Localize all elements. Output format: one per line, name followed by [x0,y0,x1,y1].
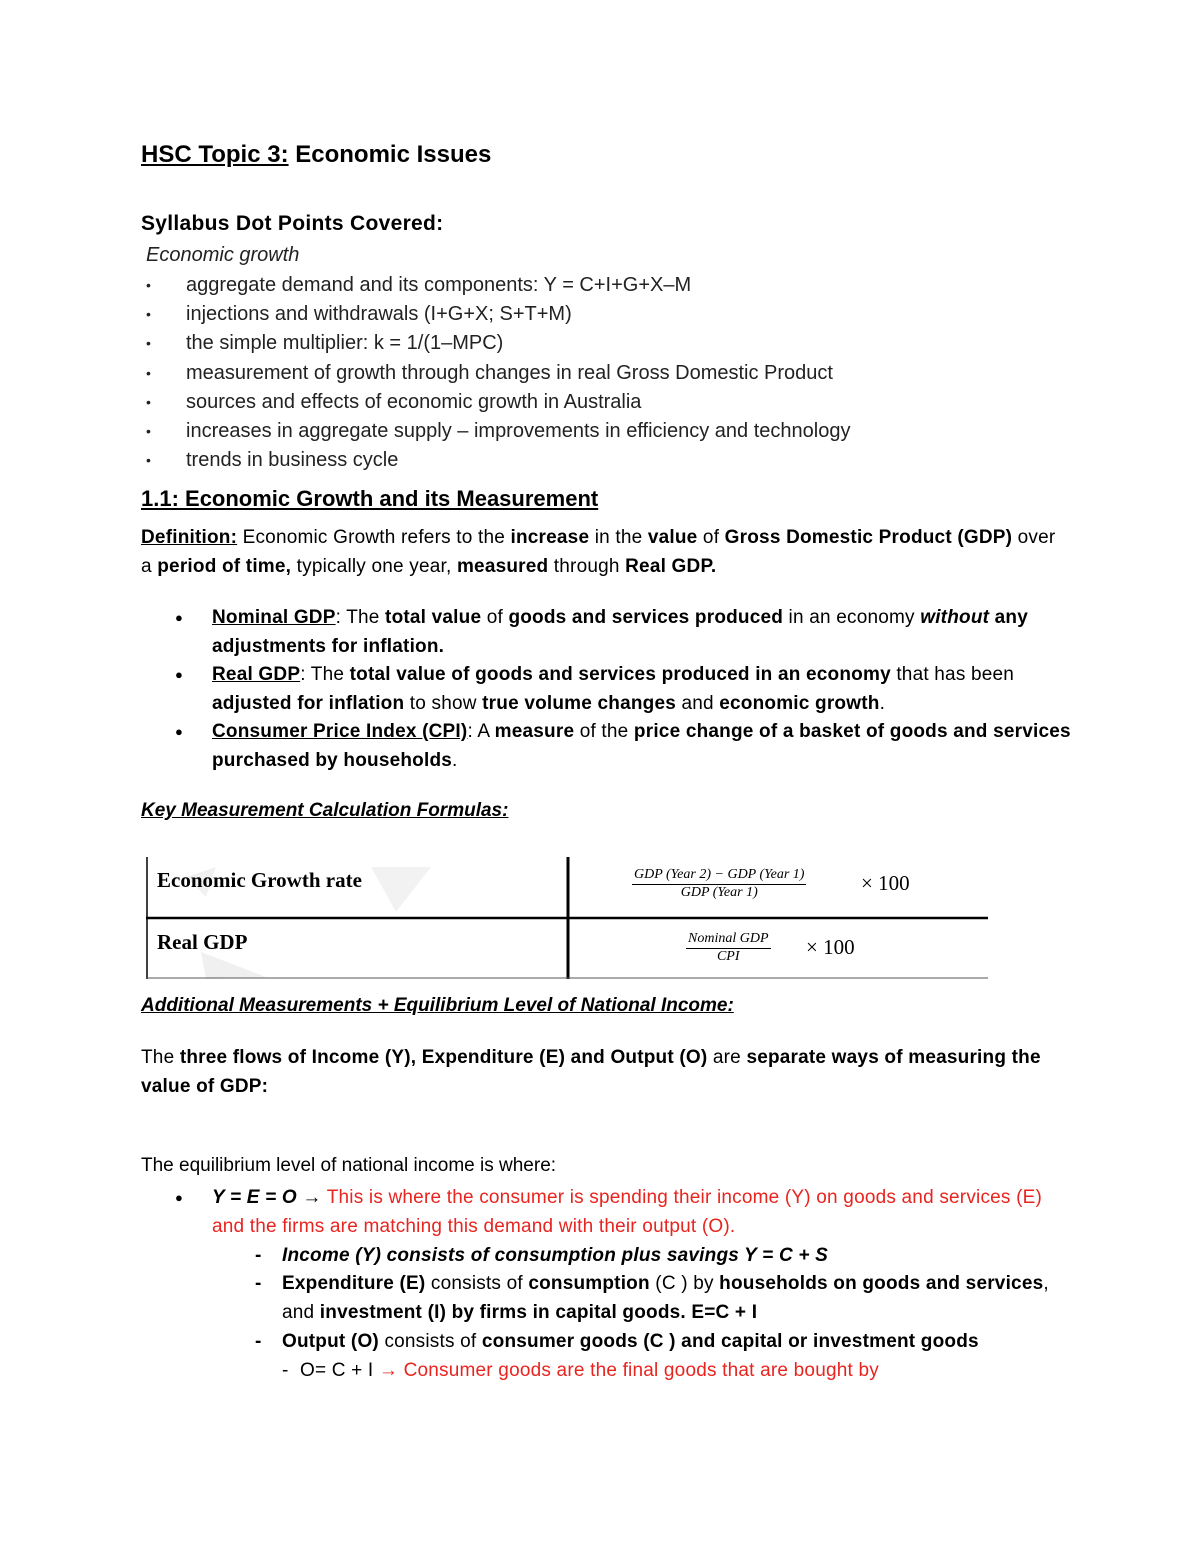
text-run: three flows of Income (Y), Expenditure (E) and Output (O) [179,1047,708,1068]
syllabus-subheading: Economic growth [146,244,300,266]
fraction-denominator: CPI [716,949,740,964]
text-run: The [141,1047,180,1068]
equilibrium-intro: The equilibrium level of national income is where: [141,1155,557,1176]
text-run: price change of a basket of goods and services purchased by households [212,721,1071,771]
text-run: investment (I) by firms in capital goods. E=C + I [319,1302,758,1324]
formulas-table [146,857,988,979]
list-item [175,661,1075,718]
note-text: This is where the consumer is spending their income (Y) on goods and services (E) and the firms are matching this demand with their output (O). [212,1187,1043,1237]
text-run: : The [335,607,386,628]
text-run: through [548,555,626,577]
text-run: Real GDP. [625,555,717,577]
arrow-icon: → [378,1359,404,1381]
syllabus-list [146,271,850,475]
list-item-text: sources and effects of economic growth in Australia [186,390,642,413]
equilibrium-list [175,1184,1075,1386]
text-run: of [697,527,725,548]
list-item-text: measurement of growth through changes in real Gross Domestic Product [186,361,833,384]
text-run: O= C + I [300,1359,379,1381]
text-run: Output (O) [282,1330,379,1352]
bullet-icon: • [146,306,151,323]
list-item-text: trends in business cycle [186,449,399,472]
text-run: typically one year, [291,555,457,577]
equation: Y = E = O [212,1187,297,1208]
fraction-numerator: Nominal GDP [686,931,771,949]
term: Nominal GDP [212,607,336,628]
text-run: total value of goods and services produced in an economy [349,664,891,685]
list-item [146,388,850,417]
text-run: that has been [890,664,1015,685]
text-run: economic growth [719,692,880,714]
bullet-icon: • [146,452,151,469]
bullet-icon: ● [175,610,184,625]
list-item [146,417,850,446]
term: Real GDP [212,664,301,685]
dash-icon: - [282,1359,289,1381]
sub-item [175,1270,1075,1328]
text-run: households on goods and services [719,1273,1044,1295]
text-run: are [707,1047,747,1068]
list-item [146,271,850,300]
list-item-text: increases in aggregate supply – improvements in efficiency and technology [186,419,851,442]
text-run: separate ways of measuring the value of GDP: [141,1047,1041,1097]
text-run: any adjustments for inflation. [212,607,1028,657]
text-run: Expenditure (E) [282,1273,426,1295]
bullet-icon: ● [175,724,184,739]
dash-icon: - [255,1330,262,1352]
text-run: consumption [528,1273,650,1295]
sub-sub-item [175,1357,1075,1386]
bullet-icon: • [146,364,151,381]
bullet-icon: • [146,422,151,439]
list-item [175,718,1075,775]
page-title [141,141,491,169]
text-run: : A [467,721,495,742]
text-run: over a [141,527,1056,577]
text-run: increase [510,527,590,548]
watermark-shape [371,867,431,912]
formula-fraction [632,867,806,901]
text-run: (C ) by [649,1273,720,1295]
bullet-icon: ● [175,1190,184,1205]
text-run: Gross Domestic Product (GDP) [724,527,1013,548]
additional-heading: Additional Measurements + Equilibrium Level of National Income: [141,995,734,1016]
formula-fraction [686,931,771,965]
text-run: in an economy [783,607,921,628]
title-rest: Economic Issues [288,141,492,168]
watermark-shape [201,952,266,979]
list-item [175,604,1075,661]
text-run: consumer goods (C ) and capital or investment goods [481,1330,979,1352]
section-heading: 1.1: Economic Growth and its Measurement [141,486,599,511]
definition-paragraph [141,524,1071,581]
fraction-numerator: GDP (Year 2) − GDP (Year 1) [632,867,806,885]
list-item-text: aggregate demand and its components: Y = C+I+G+X–M [186,274,692,296]
text-run: . [452,749,458,771]
list-item-text: the simple multiplier: k = 1/(1–MPC) [186,332,504,355]
bullet-icon: ● [175,667,184,682]
bullet-icon: • [146,277,151,293]
list-item [146,446,850,475]
flows-paragraph [141,1044,1071,1101]
gdp-definitions-list [175,604,1075,775]
text-run: Income (Y) consists of consumption plus savings Y = C + S [282,1244,828,1266]
definition-label: Definition: [141,527,238,548]
text-run: . [879,692,886,714]
sub-item [175,1328,1075,1357]
text-run: consists of [378,1330,482,1352]
arrow-icon: → [296,1187,327,1208]
term: Consumer Price Index (CPI) [212,721,468,742]
formula-multiplier: × 100 [806,935,855,959]
list-item [146,359,850,388]
bullet-icon: • [146,335,151,352]
text-run: true volume changes [482,692,676,714]
dash-icon: - [255,1273,262,1295]
text-run: to show [404,692,483,714]
formulas-heading: Key Measurement Calculation Formulas: [141,800,509,821]
text-run: total value [385,607,482,628]
text-run: without [920,607,990,628]
text-run: adjusted for inflation [212,692,405,714]
table-cell-label: Economic Growth rate [157,868,362,892]
dash-icon: - [255,1244,262,1266]
text-run: value [647,527,698,548]
list-item [175,1184,1075,1242]
sub-item [175,1242,1075,1271]
text-run: Economic Growth refers to the [237,527,511,548]
formula-multiplier: × 100 [861,871,910,895]
text-run: consists of [425,1273,529,1295]
list-item-text: injections and withdrawals (I+G+X; S+T+M) [186,303,572,326]
text-run: goods and services produced [508,607,784,628]
list-item [146,329,850,358]
text-run: measure [494,721,575,742]
fraction-denominator: GDP (Year 1) [680,885,758,900]
table-cell-label: Real GDP [157,930,248,954]
list-item [146,300,850,329]
text-run: measured [456,555,549,577]
note-text: Consumer goods are the final goods that are bought by [403,1359,879,1381]
text-run: and [676,692,720,714]
text-run: of the [574,721,634,742]
text-run: of [481,607,509,628]
syllabus-heading: Syllabus Dot Points Covered: [141,212,444,235]
bullet-icon: • [146,393,151,410]
text-run: : The [300,664,350,685]
text-run: period of time, [157,555,292,577]
title-topic: HSC Topic 3: [141,141,289,168]
text-run: , and [282,1273,1049,1324]
text-run: in the [589,527,648,548]
